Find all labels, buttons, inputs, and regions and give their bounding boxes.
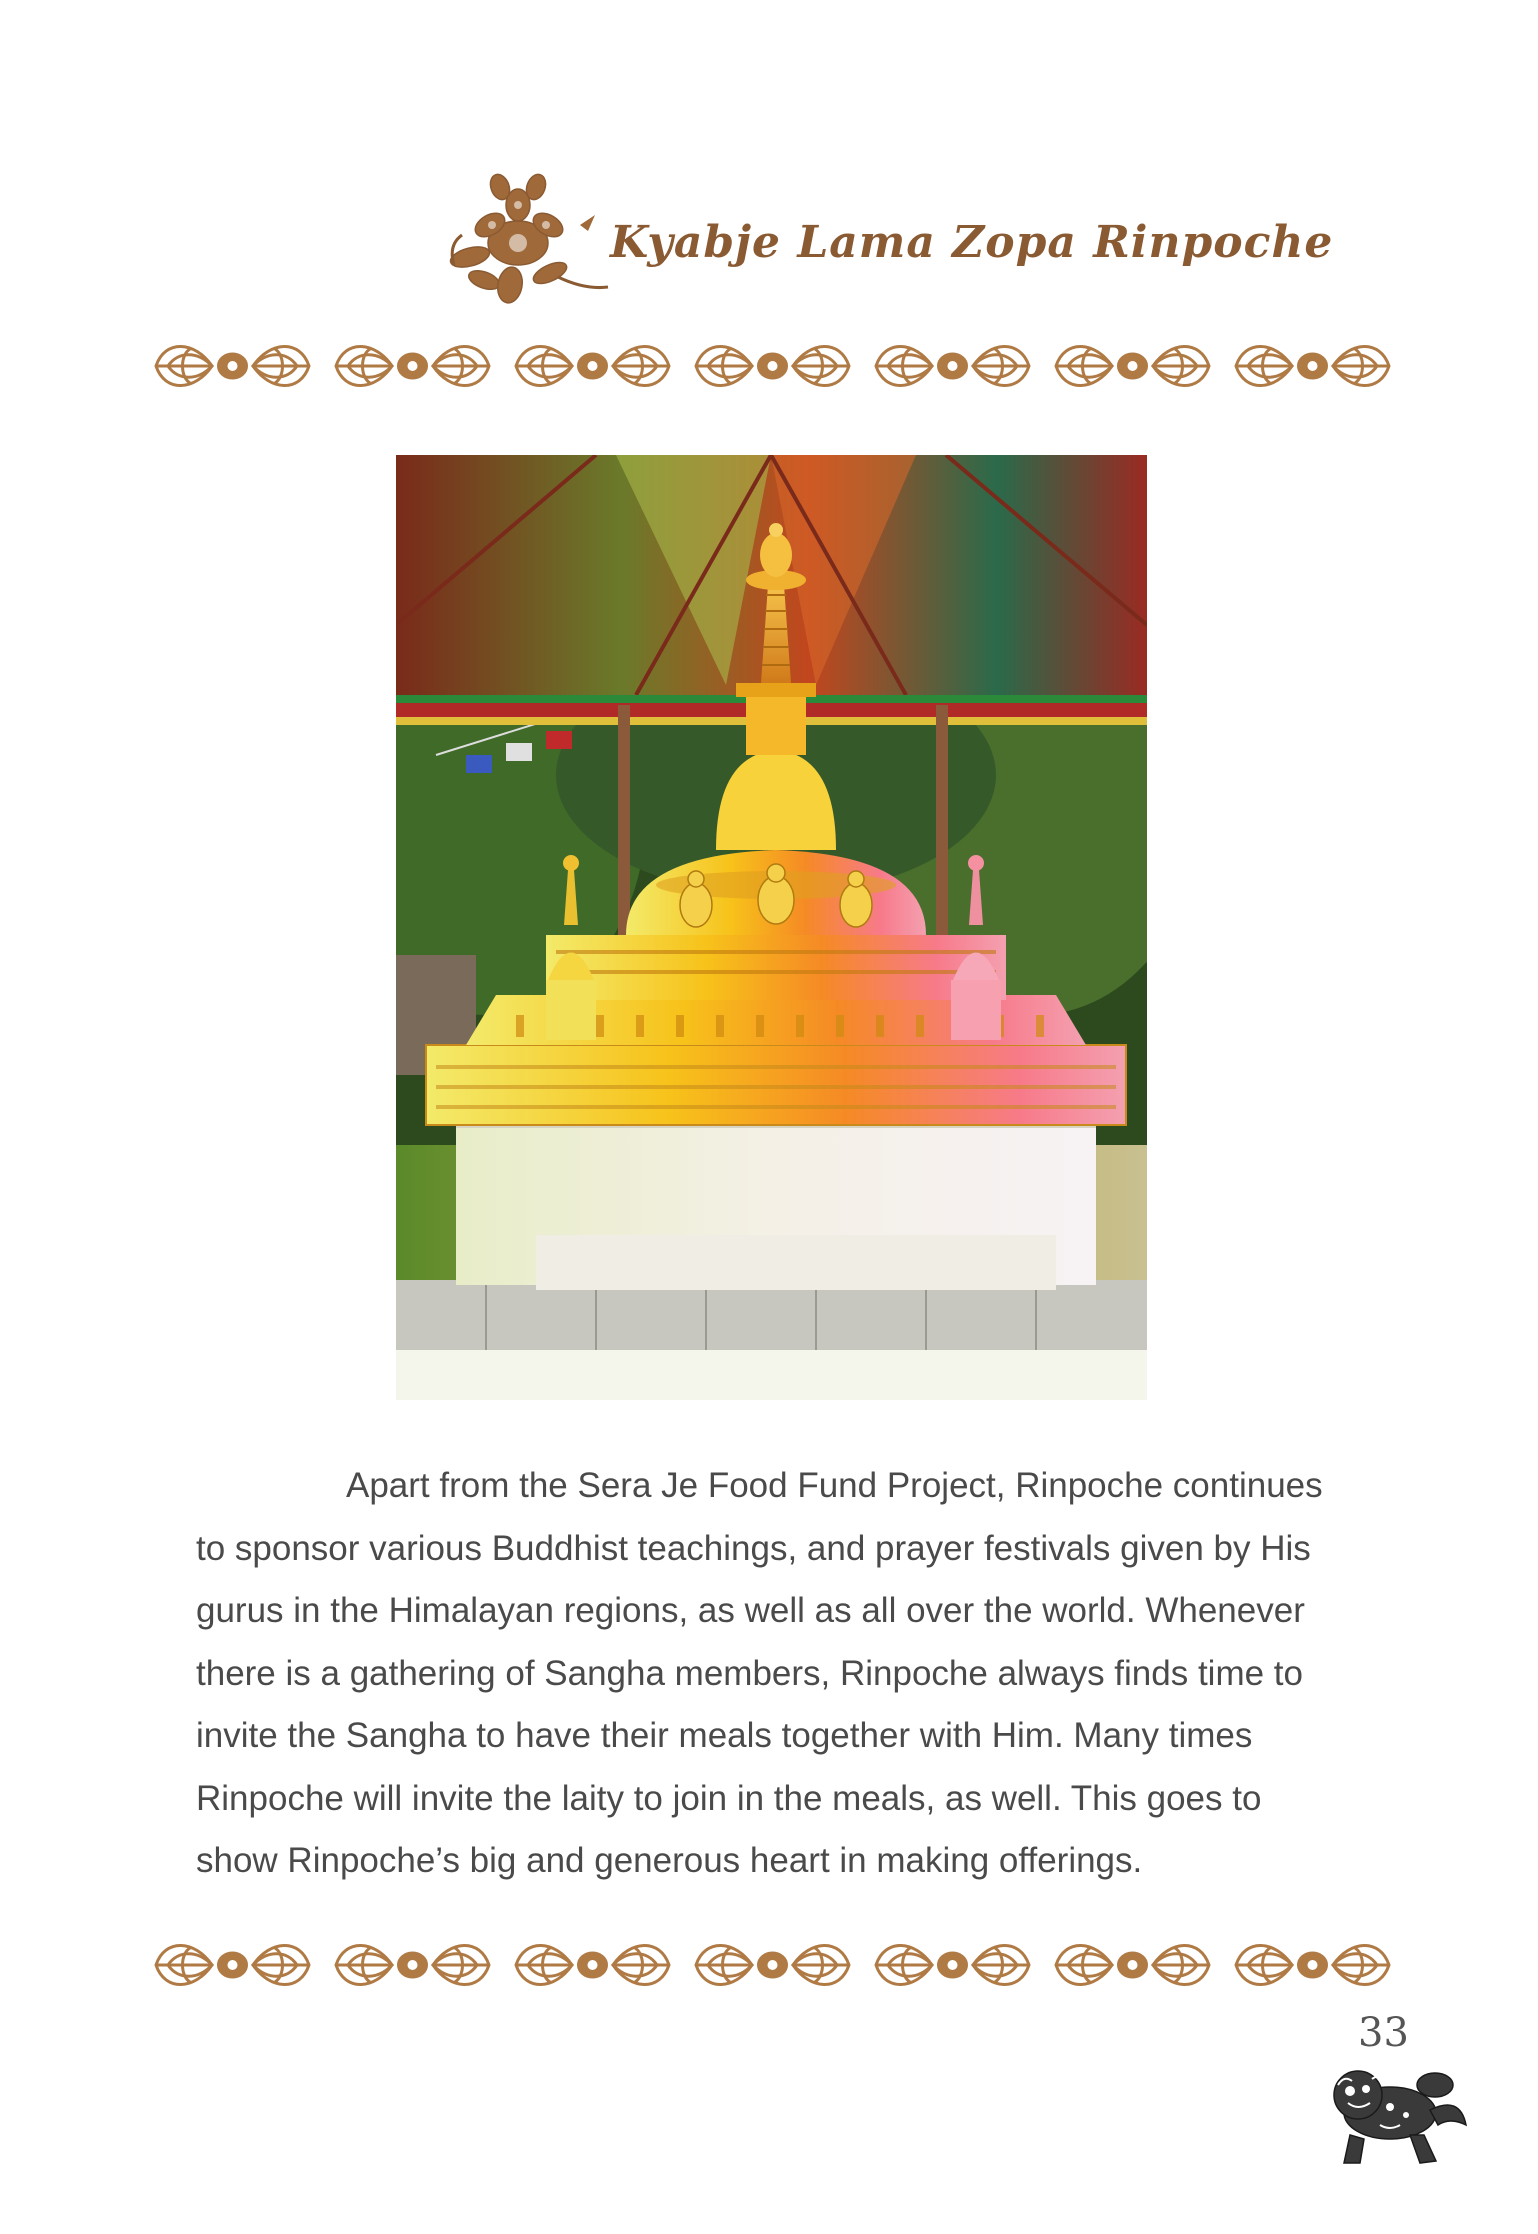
double-vajra-icon — [1230, 331, 1395, 401]
double-vajra-icon — [510, 331, 675, 401]
body-paragraph — [196, 1455, 1346, 1893]
top-vajra-border — [150, 326, 1395, 406]
snow-lion-icon — [1320, 2055, 1470, 2175]
double-vajra-icon — [510, 1930, 675, 2000]
double-vajra-icon — [870, 1930, 1035, 2000]
paragraph-line: there is a gathering of Sangha members, Rinpoche always finds time to — [196, 1653, 1303, 1693]
bottom-vajra-border — [150, 1925, 1395, 2005]
double-vajra-icon — [150, 1930, 315, 2000]
paragraph-line: gurus in the Himalayan regions, as well as all over the world. Whenever — [196, 1591, 1305, 1630]
double-vajra-icon — [150, 331, 315, 401]
stupa-photo — [396, 455, 1147, 1400]
paragraph-line: to sponsor various Buddhist teachings, and prayer festivals given by His — [196, 1528, 1311, 1568]
double-vajra-icon — [870, 331, 1035, 401]
paragraph-line: Rinpoche will invite the laity to join in the meals, as well. This goes to — [196, 1778, 1262, 1818]
page-header — [440, 165, 1334, 315]
page-number: 33 — [1358, 2010, 1409, 2056]
paragraph-line: Apart from the Sera Je Food Fund Project, Rinpoche continues — [346, 1466, 1323, 1505]
page-title: Kyabje Lama Zopa Rinpoche — [610, 217, 1334, 268]
double-vajra-icon — [1050, 331, 1215, 401]
double-vajra-icon — [330, 1930, 495, 2000]
double-vajra-icon — [330, 331, 495, 401]
double-vajra-icon — [690, 1930, 855, 2000]
double-vajra-icon — [1230, 1930, 1395, 2000]
paragraph-line: show Rinpoche’s big and generous heart in making offerings. — [196, 1841, 1143, 1880]
paragraph-line: invite the Sangha to have their meals together with Him. Many times — [196, 1716, 1253, 1755]
lotus-flower-icon — [440, 165, 610, 315]
double-vajra-icon — [1050, 1930, 1215, 2000]
double-vajra-icon — [690, 331, 855, 401]
